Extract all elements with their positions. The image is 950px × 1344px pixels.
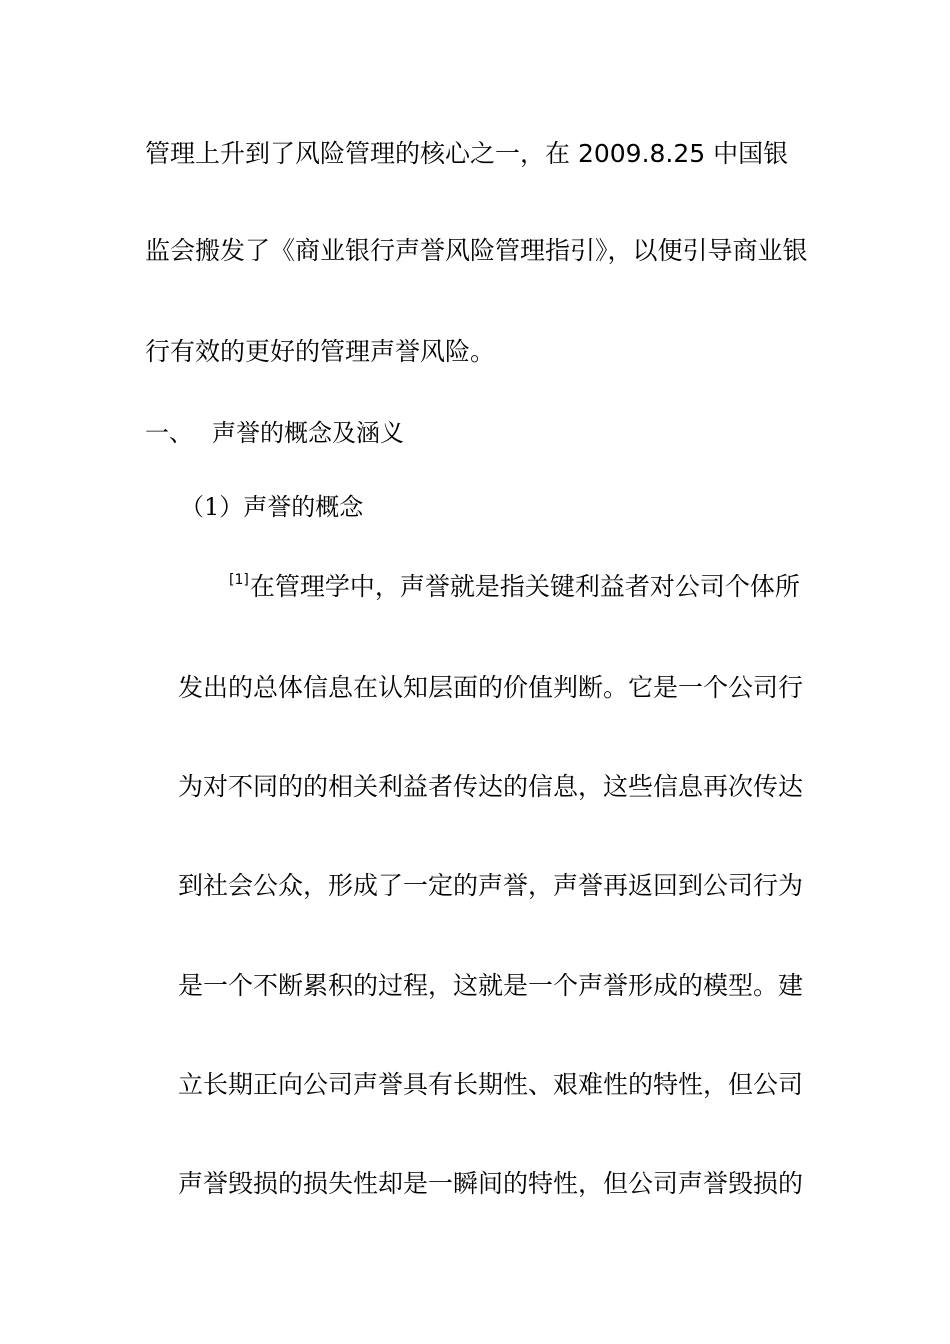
body-line-1 (229, 572, 800, 606)
body-line-7: 声誉毁损的损失性却是一瞬间的特性，但公司声誉毁损的 (178, 1169, 804, 1198)
body-line-3: 为对不同的的相关利益者传达的信息，这些信息再次传达 (178, 772, 804, 801)
intro-line-1: 管理上升到了风险管理的核心之一，在 2009.8.25 中国银 (145, 139, 789, 168)
section-number: 一、 (145, 419, 193, 447)
body-line-1-text: 在管理学中，声誉就是指关键利益者对公司个体所 (249, 572, 800, 601)
body-line-5: 是一个不断累积的过程，这就是一个声誉形成的模型。建 (178, 971, 804, 1000)
body-line-6: 立长期正向公司声誉具有长期性、艰难性的特性，但公司 (178, 1070, 804, 1099)
subsection-heading: （1）声誉的概念 (180, 493, 364, 521)
body-line-2: 发出的总体信息在认知层面的价值判断。它是一个公司行 (178, 673, 804, 702)
section-title: 声誉的概念及涵义 (212, 419, 404, 447)
body-line-4: 到社会公众，形成了一定的声誉，声誉再返回到公司行为 (178, 871, 804, 900)
intro-line-2: 监会搬发了《商业银行声誉风险管理指引》，以便引导商业银 (145, 236, 808, 265)
footnote-reference[interactable]: [1] (229, 572, 249, 588)
intro-line-3: 行有效的更好的管理声誉风险。 (145, 337, 496, 366)
